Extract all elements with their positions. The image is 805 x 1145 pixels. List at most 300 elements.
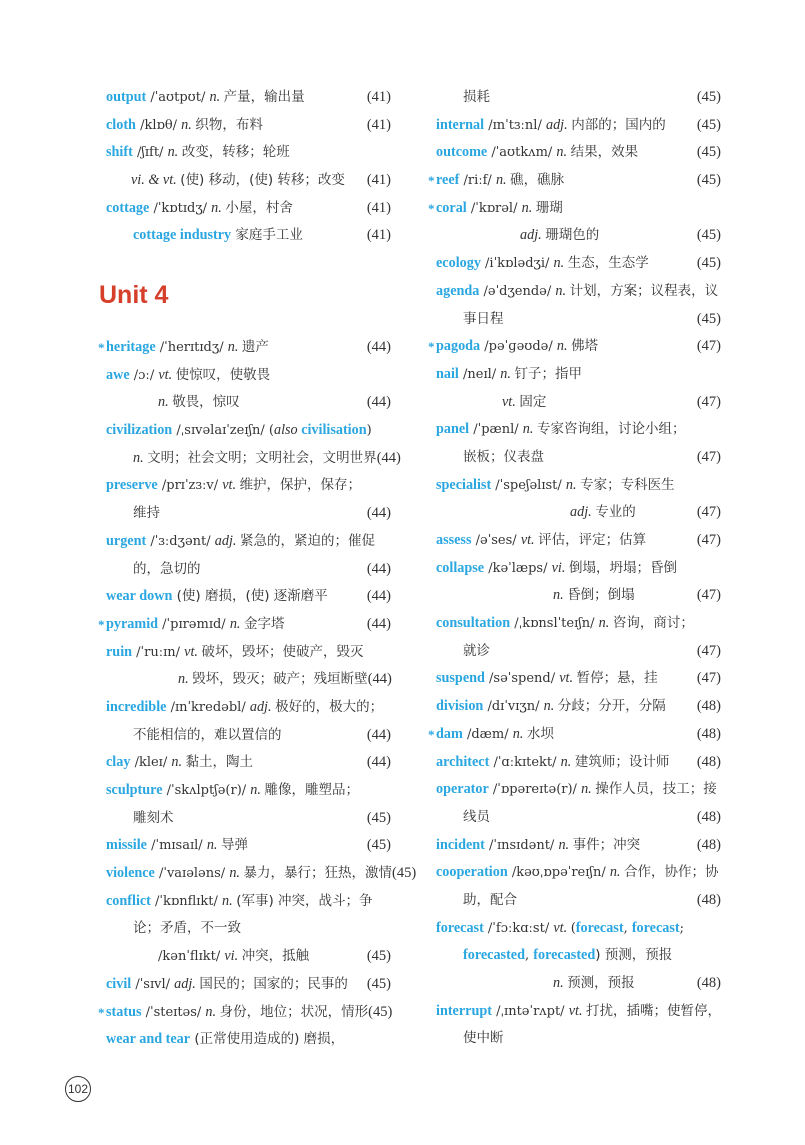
entry-text xyxy=(428,721,554,749)
part-of-speech: n. xyxy=(543,698,558,715)
definition: 倒塌，坍塌；昏倒 xyxy=(568,559,677,576)
part-of-speech: n. xyxy=(181,116,196,133)
phonetic: ( xyxy=(570,920,576,936)
headword: cooperation xyxy=(436,864,508,881)
right-column xyxy=(428,84,722,1053)
part-of-speech: adj. xyxy=(520,227,546,244)
phonetic: /pəˈɡəʊdə/ xyxy=(480,339,557,355)
vocabulary-entry-line xyxy=(436,84,721,112)
headword: architect xyxy=(436,753,490,770)
part-of-speech: vi. xyxy=(224,948,242,965)
vocabulary-entry-line xyxy=(106,666,391,694)
part-of-speech: vt. xyxy=(568,1002,587,1019)
headword: pyramid xyxy=(106,615,159,632)
entry-text xyxy=(158,943,309,971)
phonetic: /səˈspend/ xyxy=(484,671,560,687)
vocabulary-entry-line xyxy=(106,112,391,140)
definition: 专业的 xyxy=(595,504,636,521)
part-of-speech: n. xyxy=(158,394,173,411)
vocabulary-entry-line xyxy=(106,860,417,888)
unit-heading: Unit 4 xyxy=(99,281,169,309)
part-of-speech: also xyxy=(273,422,302,439)
entry-text xyxy=(106,84,305,112)
phonetic: /əˈdʒendə/ xyxy=(479,283,556,299)
vocabulary-entry-line xyxy=(428,721,721,749)
definition: 结果，效果 xyxy=(570,144,639,161)
phonetic: ; xyxy=(679,920,685,936)
vocabulary-entry-line xyxy=(106,528,391,556)
phonetic: /əˈses/ xyxy=(471,533,521,548)
headword: outcome xyxy=(436,144,488,161)
phonetic: /ˈspeʃəlɪst/ xyxy=(491,477,566,493)
page-reference: (48) xyxy=(696,753,721,770)
page-reference: (41) xyxy=(366,89,391,105)
part-of-speech: n. xyxy=(209,89,224,105)
entry-text xyxy=(106,362,270,390)
definition: 紧急的，紧迫的；催促 xyxy=(239,532,375,549)
part-of-speech: vt. xyxy=(553,919,571,936)
entry-text xyxy=(436,998,721,1026)
phonetic: ) xyxy=(366,423,372,439)
entry-text xyxy=(106,139,290,167)
vocabulary-entry-line xyxy=(106,805,391,833)
vocabulary-entry-line xyxy=(106,749,391,777)
vocabulary-entry-line xyxy=(436,499,721,527)
entry-text xyxy=(106,417,372,445)
headword: civilization xyxy=(106,422,173,439)
vocabulary-entry-line xyxy=(436,942,721,970)
entry-text xyxy=(436,915,684,943)
definition: 预测，预报 xyxy=(567,975,635,991)
definition: 国民的；国家的；民事的 xyxy=(199,975,348,992)
page-reference: (45) xyxy=(366,809,391,826)
entry-text xyxy=(463,444,544,472)
phonetic: /ʃɪft/ xyxy=(132,145,168,161)
entry-text xyxy=(133,556,201,584)
page-reference: (47) xyxy=(696,532,721,548)
part-of-speech: n. xyxy=(178,671,193,688)
definition: 评估，评定；估算 xyxy=(538,532,647,548)
part-of-speech: n. xyxy=(556,144,571,161)
phonetic: /dæm/ xyxy=(462,726,513,742)
part-of-speech: n. xyxy=(522,421,537,438)
entry-text xyxy=(106,694,383,722)
vocabulary-entry-line xyxy=(436,998,721,1026)
page-reference: (41) xyxy=(366,199,391,216)
part-of-speech: n. xyxy=(227,339,242,355)
phonetic: /ˈkɒnflɪkt/ xyxy=(150,893,223,909)
page-reference: (44) xyxy=(366,615,391,632)
definition: 不能相信的，难以置信的 xyxy=(133,726,282,743)
page-reference: (45) xyxy=(696,255,721,272)
vocabulary-entry-line xyxy=(106,694,391,722)
page-reference: (47) xyxy=(696,393,721,410)
entry-text xyxy=(106,860,392,888)
vocabulary-entry-line xyxy=(428,333,721,361)
headword: collapse xyxy=(436,559,485,576)
definition: 破坏，毁坏；使破产，毁灭 xyxy=(201,643,364,660)
definition: 敬畏，惊叹 xyxy=(172,394,240,411)
headword: cottage xyxy=(106,199,150,216)
definition: 使中断 xyxy=(463,1030,504,1047)
vocabulary-entry-line xyxy=(106,777,391,805)
page-reference: (44) xyxy=(366,394,391,411)
entry-text xyxy=(463,804,490,832)
headword: cloth xyxy=(106,116,136,133)
phonetic: /ˈruːɪn/ xyxy=(132,644,185,660)
star-marker: * xyxy=(428,726,435,742)
part-of-speech: n. xyxy=(211,199,226,216)
headword: suspend xyxy=(436,670,485,687)
headword: ruin xyxy=(106,643,133,660)
entry-text xyxy=(463,887,517,915)
definition: 改变，转移；轮班 xyxy=(181,144,290,161)
phonetic: /kəʊˌɒpəˈreɪʃn/ xyxy=(507,865,610,881)
page-reference: (44) xyxy=(366,754,391,771)
phonetic: /ˈsɪvl/ xyxy=(131,976,175,992)
vocabulary-entry-line xyxy=(106,472,391,500)
definition: (正常使用造成的) 磨损， xyxy=(190,1031,345,1048)
headword: conflict xyxy=(106,892,151,909)
star-marker: * xyxy=(428,339,435,355)
page-reference: (45) xyxy=(696,89,721,105)
definition: 维护，保护，保存； xyxy=(239,477,362,494)
page-reference: (45) xyxy=(696,227,721,244)
page-reference: (44) xyxy=(376,449,401,466)
phonetic: /ˈskʌlptʃə(r)/ xyxy=(162,783,251,798)
entry-text xyxy=(98,999,369,1027)
definition: 雕像，雕塑品； xyxy=(264,782,359,798)
page-reference: (45) xyxy=(392,865,417,882)
definition: 建筑师；设计师 xyxy=(574,753,670,770)
vocabulary-entry-line xyxy=(436,416,721,444)
headword: consultation xyxy=(436,615,511,632)
headword: forecast xyxy=(436,919,484,936)
phonetic: /kəˈlæps/ xyxy=(484,560,552,576)
left-column-bottom xyxy=(98,334,417,1054)
entry-text xyxy=(106,195,293,223)
vocabulary-entry-line xyxy=(428,195,721,223)
headword: sculpture xyxy=(106,782,163,798)
star-marker: * xyxy=(98,340,105,355)
vocabulary-entry-line xyxy=(436,832,721,860)
page-reference: (41) xyxy=(366,227,391,244)
phonetic: /ˈɪnsɪdənt/ xyxy=(484,837,559,853)
headword: assess xyxy=(436,532,472,548)
page-reference: (47) xyxy=(696,670,721,687)
entry-text xyxy=(436,361,582,389)
vocabulary-entry-line xyxy=(436,555,721,583)
part-of-speech: n. xyxy=(556,338,572,355)
part-of-speech: vt. xyxy=(158,366,176,383)
entry-text xyxy=(133,222,303,250)
phonetic: /riːf/ xyxy=(459,173,496,189)
headword: heritage xyxy=(106,339,156,355)
vocabulary-entry-line xyxy=(436,887,721,915)
entry-text xyxy=(463,306,504,334)
entry-text xyxy=(436,859,719,887)
definition: ) 预测，预报 xyxy=(595,947,673,964)
phonetic: /ˈpænl/ xyxy=(469,422,523,438)
phonetic: /ˈɑːkɪtekt/ xyxy=(489,754,561,770)
part-of-speech: vi. xyxy=(551,559,569,576)
headword: violence xyxy=(106,865,155,882)
entry-text xyxy=(436,665,658,693)
definition: 钉子；指甲 xyxy=(514,365,582,382)
part-of-speech: n. xyxy=(598,615,613,632)
part-of-speech: n. xyxy=(553,975,568,991)
headword: ecology xyxy=(436,255,481,272)
entry-text xyxy=(428,333,599,361)
page-number: 102 xyxy=(65,1076,91,1102)
phonetic: /ˈkɒtɪdʒ/ xyxy=(149,200,212,216)
definition: 导弹 xyxy=(221,837,248,854)
vocabulary-entry-line xyxy=(106,139,391,167)
entry-text xyxy=(436,250,649,278)
phonetic: /ˌkɒnslˈteɪʃn/ xyxy=(510,616,599,632)
part-of-speech: vt. xyxy=(502,393,520,410)
entry-text xyxy=(106,832,248,860)
vocabulary-entry-line xyxy=(436,610,721,638)
entry-text xyxy=(106,112,263,140)
entry-text xyxy=(553,970,635,998)
part-of-speech: n. xyxy=(553,255,568,272)
vocabulary-entry-line xyxy=(106,583,391,611)
definition: 佛塔 xyxy=(571,338,599,355)
part-of-speech: n. xyxy=(512,725,527,742)
phonetic: /ˌɪntəˈrʌpt/ xyxy=(491,1003,569,1019)
definition: 昏倒；倒塌 xyxy=(567,587,635,604)
headword: forecasted xyxy=(533,947,596,964)
entry-text xyxy=(436,610,694,638)
part-of-speech: n. xyxy=(229,865,244,882)
part-of-speech: adj. xyxy=(570,504,596,521)
definition: 固定 xyxy=(519,393,547,410)
part-of-speech: n. xyxy=(133,449,148,466)
vocabulary-entry-line xyxy=(436,472,721,500)
headword: division xyxy=(436,698,484,715)
part-of-speech: n. xyxy=(521,199,536,216)
definition: 使惊叹，使敬畏 xyxy=(175,366,271,383)
headword: status xyxy=(106,1003,142,1020)
vocabulary-entry-line xyxy=(436,389,721,417)
part-of-speech: n. xyxy=(558,836,573,853)
page-reference: (48) xyxy=(696,808,721,825)
page-reference: (48) xyxy=(696,725,721,742)
phonetic: /iˈkɒlədʒi/ xyxy=(480,256,554,272)
definition: 助，配合 xyxy=(463,891,517,908)
vocabulary-entry-line xyxy=(436,665,721,693)
phonetic: /kleɪ/ xyxy=(130,755,172,771)
definition: 毁坏，毁灭；破产；残垣断壁 xyxy=(192,671,368,688)
vocabulary-entry-line xyxy=(436,749,721,777)
definition: 家庭手工业 xyxy=(231,227,303,244)
part-of-speech: n. xyxy=(167,144,182,161)
definition: 专家咨询组，讨论小组； xyxy=(536,421,686,438)
entry-text xyxy=(463,638,490,666)
star-marker: * xyxy=(428,200,435,216)
entry-text xyxy=(133,915,241,943)
definition: 金字塔 xyxy=(244,615,285,632)
part-of-speech: n. xyxy=(565,476,581,493)
definition: 暴力，暴行；狂热，激情 xyxy=(243,865,392,882)
vocabulary-entry-line xyxy=(436,804,721,832)
vocabulary-entry-line xyxy=(436,361,721,389)
phonetic: /ɪnˈtɜːnl/ xyxy=(484,117,546,133)
definition: 专家；专科医生 xyxy=(580,476,675,493)
part-of-speech: n. xyxy=(250,782,265,798)
page-reference: (44) xyxy=(366,339,391,355)
headword: cottage industry xyxy=(133,227,232,244)
entry-text xyxy=(436,832,640,860)
definition: 身份，地位；状况，情形 xyxy=(219,1003,369,1020)
phonetic: /ˈkɒrəl/ xyxy=(466,200,522,216)
vocabulary-entry-line xyxy=(98,611,391,639)
phonetic: /dɪˈvɪʒn/ xyxy=(483,699,544,715)
phonetic: /ˈpɪrəmɪd/ xyxy=(158,616,230,632)
vocabulary-entry-line xyxy=(436,859,721,887)
page-reference: (45) xyxy=(366,948,391,965)
entry-text xyxy=(436,749,669,777)
entry-text xyxy=(436,472,675,500)
phonetic: /ˈɒpəreɪtə(r)/ xyxy=(488,782,582,798)
phonetic: /neɪl/ xyxy=(458,366,501,382)
entry-text xyxy=(106,528,375,556)
entry-text xyxy=(106,583,328,611)
phonetic: /ˈaʊtkʌm/ xyxy=(487,145,557,161)
phonetic: /ˈvaɪələns/ xyxy=(154,866,230,882)
page-reference: (45) xyxy=(696,172,721,189)
entry-text xyxy=(436,693,666,721)
vocabulary-entry-line xyxy=(436,139,721,167)
headword: specialist xyxy=(436,476,492,493)
entry-text xyxy=(133,722,282,750)
star-marker: * xyxy=(428,173,435,189)
entry-text xyxy=(98,334,269,362)
headword: clay xyxy=(106,754,131,771)
part-of-speech: n. xyxy=(171,754,186,771)
page-reference: (41) xyxy=(366,172,391,189)
vocabulary-entry-line xyxy=(436,527,721,555)
definition: 水坝 xyxy=(526,725,554,742)
headword: operator xyxy=(436,781,489,798)
entry-text xyxy=(106,971,348,999)
entry-text xyxy=(106,749,253,777)
page-reference: (47) xyxy=(696,587,721,604)
definition: 珊瑚 xyxy=(535,199,563,216)
page-reference: (44) xyxy=(367,671,392,688)
headword: shift xyxy=(106,144,133,161)
headword: forecast xyxy=(631,919,680,936)
part-of-speech: n. xyxy=(222,892,237,909)
vocabulary-entry-line xyxy=(106,195,391,223)
vocabulary-entry-line xyxy=(106,500,391,528)
headword: urgent xyxy=(106,532,147,549)
headword: interrupt xyxy=(436,1002,492,1019)
part-of-speech: vi. & vt. xyxy=(131,172,181,189)
definition: 事件；冲突 xyxy=(572,836,641,853)
definition: 雕刻术 xyxy=(133,809,174,826)
entry-text xyxy=(436,139,638,167)
page-reference: (48) xyxy=(696,698,721,715)
headword: internal xyxy=(436,116,485,133)
page-reference: (48) xyxy=(696,836,721,853)
part-of-speech: adj. xyxy=(545,116,572,133)
vocabulary-entry-line xyxy=(436,693,721,721)
headword: forecast xyxy=(575,919,624,936)
entry-text xyxy=(436,278,718,306)
part-of-speech: n. xyxy=(500,365,515,382)
entry-text xyxy=(520,222,599,250)
entry-text xyxy=(428,195,563,223)
entry-text xyxy=(463,84,490,112)
phonetic: /ˈfɔːkɑːst/ xyxy=(483,920,554,936)
entry-text xyxy=(98,611,285,639)
phonetic: /ˈɜːdʒənt/ xyxy=(146,533,215,549)
vocabulary-entry-line xyxy=(106,167,391,195)
page-reference: (44) xyxy=(366,560,391,577)
definition: 小屋，村舍 xyxy=(225,199,293,216)
headword: coral xyxy=(436,199,467,216)
entry-text xyxy=(133,445,377,473)
vocabulary-entry-line xyxy=(106,417,391,445)
page-reference: (45) xyxy=(366,975,391,992)
phonetic: , xyxy=(623,920,632,936)
entry-text xyxy=(131,167,345,195)
headword: civilisation xyxy=(301,422,367,439)
headword: nail xyxy=(436,365,459,382)
headword: pagoda xyxy=(436,338,481,355)
entry-text xyxy=(106,1026,344,1054)
entry-text xyxy=(436,555,677,583)
definition: 冲突，抵触 xyxy=(241,948,310,965)
page-reference: (48) xyxy=(696,891,721,908)
headword: preserve xyxy=(106,477,158,494)
part-of-speech: n. xyxy=(495,172,511,189)
vocabulary-entry-line xyxy=(106,722,391,750)
entry-text xyxy=(436,112,666,140)
definition: 织物，布料 xyxy=(195,116,263,133)
definition: 操作人员，技工；接 xyxy=(595,781,717,798)
part-of-speech: vt. xyxy=(520,532,539,548)
page-reference: (41) xyxy=(366,116,391,133)
phonetic: /kənˈflɪkt/ xyxy=(158,949,225,965)
entry-text xyxy=(463,1025,504,1053)
headword: reef xyxy=(436,172,460,189)
vocabulary-entry-line xyxy=(436,582,721,610)
page-reference: (45) xyxy=(696,310,721,327)
vocabulary-entry-line xyxy=(98,999,393,1027)
part-of-speech: adj. xyxy=(174,975,200,992)
page-reference: (47) xyxy=(696,504,721,521)
part-of-speech: n. xyxy=(581,781,596,798)
definition: 分歧；分开，分隔 xyxy=(557,698,666,715)
page-reference: (45) xyxy=(366,837,391,854)
vocabulary-entry-line xyxy=(428,167,721,195)
phonetic: /ˈsteɪtəs/ xyxy=(141,1004,206,1020)
definition: 文明；社会文明；文明社会，文明世界 xyxy=(147,449,377,466)
headword: wear and tear xyxy=(106,1031,191,1048)
vocabulary-entry-line xyxy=(106,888,391,916)
vocabulary-entry-line xyxy=(436,638,721,666)
vocabulary-entry-line xyxy=(436,915,721,943)
vocabulary-entry-line xyxy=(106,389,391,417)
definition: 珊瑚色的 xyxy=(545,227,600,244)
definition: 产量，输出量 xyxy=(223,89,305,105)
definition: 黏土，陶土 xyxy=(185,754,254,771)
definition: 论；矛盾，不一致 xyxy=(133,920,241,937)
vocabulary-entry-line xyxy=(106,222,391,250)
